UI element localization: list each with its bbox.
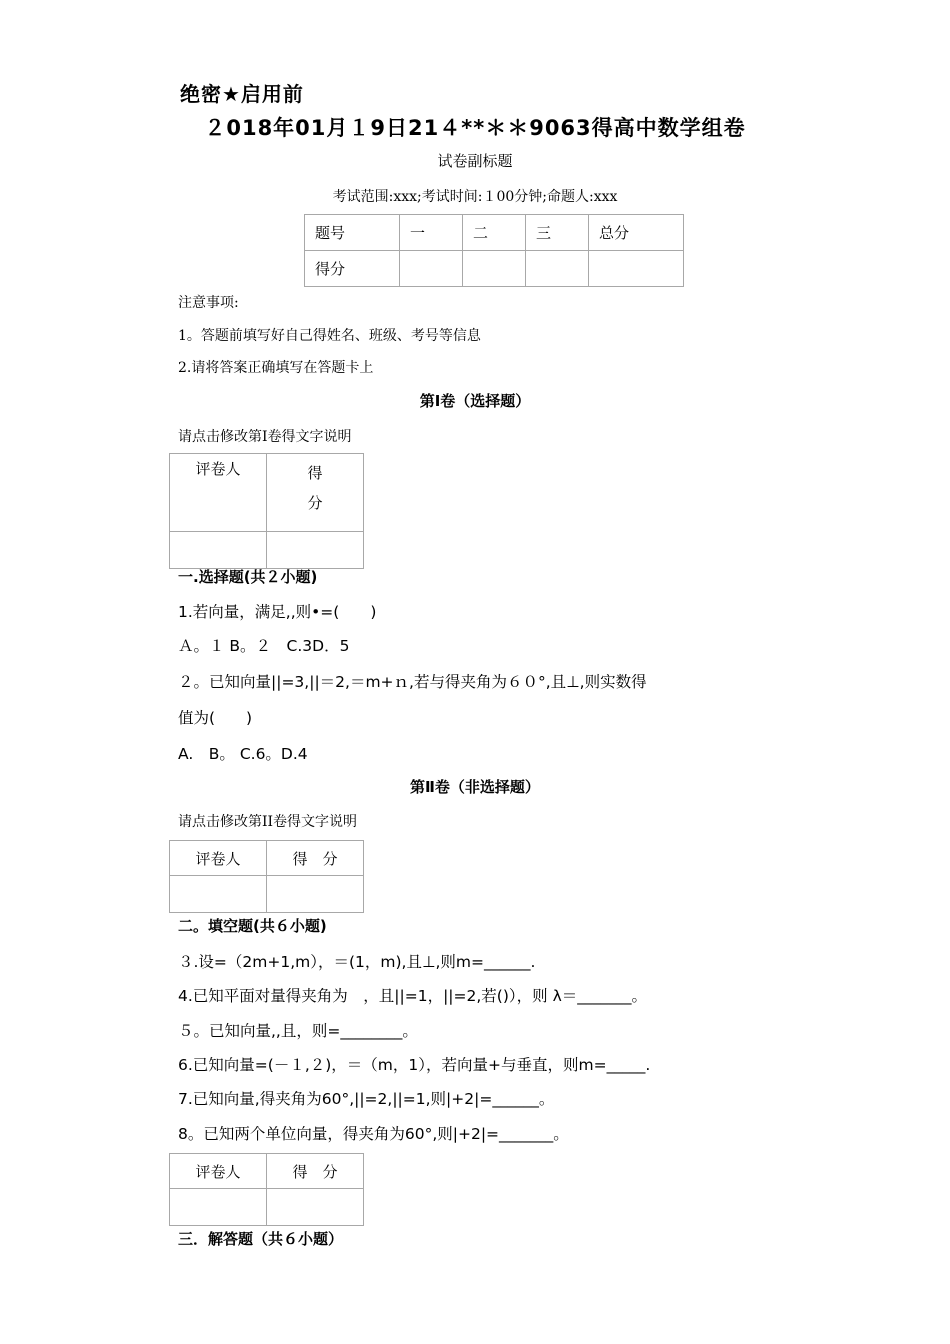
grader-cell — [170, 1189, 267, 1226]
part2-description: 请点击修改第II卷得文字说明 — [178, 814, 358, 830]
part1-title: 第Ⅰ卷（选择题） — [419, 392, 531, 410]
section-heading-fill: 二。填空题(共６小题) — [178, 917, 327, 935]
score-label: 得 分 — [267, 841, 364, 876]
question-line: 4.已知平面对量得夹角为 ，且||=1，||=2,若()），则 λ＝_______。 — [178, 987, 647, 1005]
score-table-cell — [589, 251, 684, 287]
score-label-bottom: 分 — [307, 494, 323, 512]
grader-cell — [267, 876, 364, 913]
score-table — [304, 214, 684, 287]
notes-item: 1。答题前填写好自己得姓名、班级、考号等信息 — [178, 328, 481, 344]
exam-info: 考试范围:xxx;考试时间:１00分钟;命题人:xxx — [332, 189, 618, 205]
notes-item: 2.请将答案正确填写在答题卡上 — [178, 360, 374, 376]
question-line: Ａ。１ B。２ C.3D．5 — [178, 637, 350, 655]
grader-cell — [267, 532, 364, 569]
score-table-header-cell: 二 — [463, 215, 526, 251]
score-table-header-cell: 题号 — [305, 215, 400, 251]
score-table-row-label: 得分 — [305, 251, 400, 287]
score-table-cell — [400, 251, 463, 287]
question-line: ３.设=（2m+1,m），＝(1，m),且⊥,则m=______. — [178, 953, 536, 971]
question-line: 8。已知两个单位向量，得夹角为60°,则|+2|=_______。 — [178, 1125, 569, 1143]
score-table-cell — [526, 251, 589, 287]
grader-label: 评卷人 — [170, 1154, 267, 1189]
grader-table — [169, 1153, 364, 1226]
question-line: A. B。 C.6。D.4 — [178, 745, 308, 763]
part1-description: 请点击修改第I卷得文字说明 — [178, 429, 352, 445]
score-label — [267, 454, 364, 532]
question-line: 1.若向量，满足,,则•=( ) — [178, 603, 377, 621]
score-table-cell — [463, 251, 526, 287]
question-line: 7.已知向量,得夹角为60°,||=2,||=1,则|+2|=______。 — [178, 1090, 555, 1108]
score-label: 得 分 — [267, 1154, 364, 1189]
confidential-label: 绝密★启用前 — [180, 82, 304, 106]
page-subtitle: 试卷副标题 — [437, 152, 513, 170]
question-line: 值为( ) — [178, 709, 253, 727]
grader-cell — [170, 876, 267, 913]
part2-title: 第Ⅱ卷（非选择题） — [410, 778, 540, 796]
score-table-header-cell: 总分 — [589, 215, 684, 251]
notes-title: 注意事项: — [178, 295, 239, 311]
grader-table — [169, 840, 364, 913]
score-table-header-cell: 一 — [400, 215, 463, 251]
question-line: ２。已知向量||=3,||＝2,＝m+ｎ,若与得夹角为６０°,且⊥,则实数得 — [178, 673, 647, 691]
score-label-top: 得 — [307, 464, 323, 482]
grader-table — [169, 453, 364, 569]
grader-label: 评卷人 — [170, 841, 267, 876]
grader-label: 评卷人 — [170, 454, 267, 532]
question-line: ５。已知向量,,且，则=________。 — [178, 1022, 418, 1040]
section-heading-answer: 三．解答题（共６小题） — [178, 1230, 344, 1248]
grader-cell — [170, 532, 267, 569]
page-title: ２018年01月１9日21４**＊＊9063得高中数学组卷 — [204, 116, 746, 140]
question-line: 6.已知向量=(－１,２)，＝（m，1），若向量+与垂直，则m=_____. — [178, 1056, 651, 1074]
section-heading-choice: 一.选择题(共２小题) — [178, 568, 318, 586]
score-table-header-cell: 三 — [526, 215, 589, 251]
grader-cell — [267, 1189, 364, 1226]
